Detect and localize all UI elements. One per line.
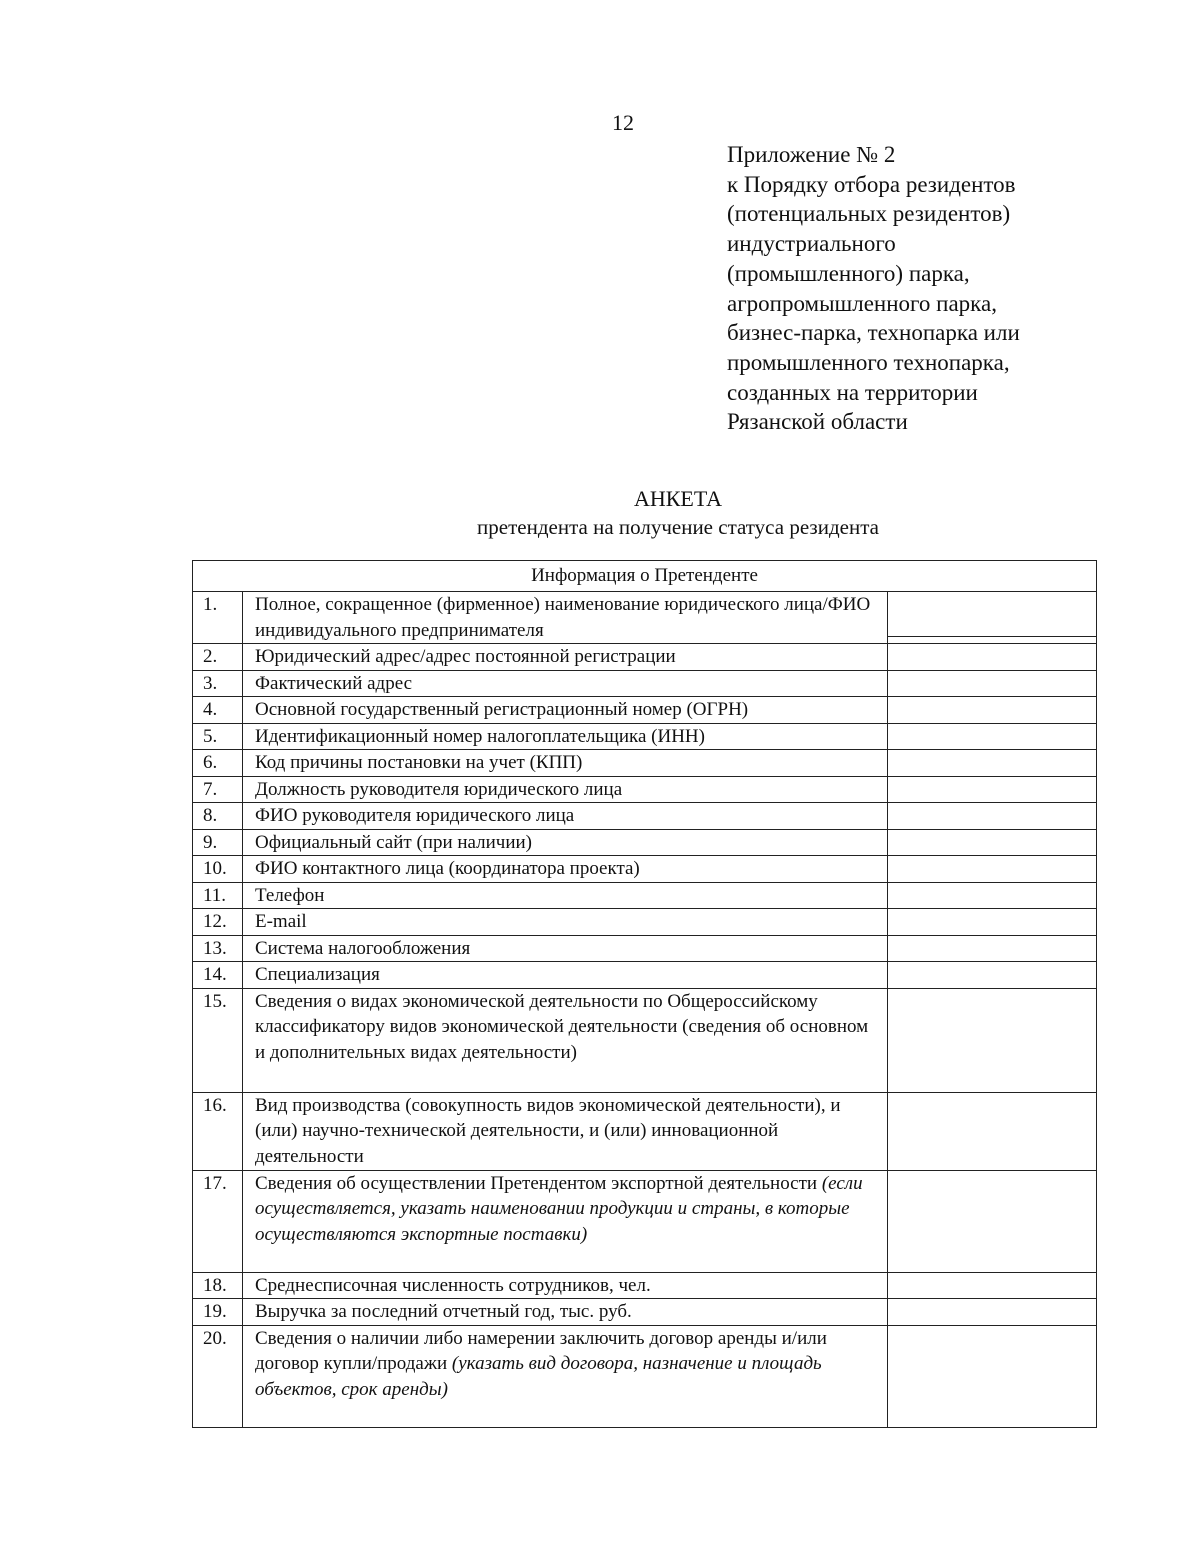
row-label-text: Официальный сайт (при наличии): [255, 831, 533, 853]
table-row: [193, 1299, 1097, 1326]
appendix-line: (потенциальных резидентов): [727, 201, 1011, 227]
row-value-field[interactable]: [888, 592, 1097, 644]
row-label: [243, 909, 888, 936]
row-label-text: Выручка за последний отчетный год, тыс. руб.: [255, 1301, 632, 1322]
row-label-text: Фактический адрес: [255, 672, 413, 694]
table-row: [193, 592, 1097, 644]
row-value-field[interactable]: [888, 962, 1097, 989]
row-value-field[interactable]: [888, 829, 1097, 856]
table-row: [193, 723, 1097, 750]
row-label: [243, 988, 888, 1092]
table-row: [193, 829, 1097, 856]
row-value-field[interactable]: [888, 750, 1097, 777]
row-number: 20.: [193, 1325, 243, 1427]
row-number: 12.: [193, 909, 243, 936]
row-label-text: Сведения об осуществлении Претендентом экспортной деятельности: [255, 1172, 822, 1194]
appendix-line: Рязанской области: [727, 409, 908, 435]
row-value-field[interactable]: [888, 882, 1097, 909]
row-label-text: Сведения о видах экономической деятельности по Общероссийскому классификатору видов экономической деятельности (сведения об основном и дополнительных видах деятельности): [255, 990, 869, 1063]
row-label: [243, 750, 888, 777]
table-row: [193, 1092, 1097, 1170]
row-label-text: E-mail: [255, 911, 307, 932]
row-value-field[interactable]: [888, 697, 1097, 724]
table-row: [193, 856, 1097, 883]
applicant-info-table: [192, 560, 1097, 1428]
appendix-line: индустриального: [727, 231, 896, 257]
row-number: 14.: [193, 962, 243, 989]
row-label-text: ФИО контактного лица (координатора проекта): [255, 858, 640, 879]
row-value-field[interactable]: [888, 670, 1097, 697]
row-label: [243, 856, 888, 883]
row-label: [243, 1325, 888, 1427]
row-label-text: Основной государственный регистрационный номер (ОГРН): [255, 699, 749, 720]
row-number: 15.: [193, 988, 243, 1092]
row-label-text: ФИО руководителя юридического лица: [255, 805, 575, 826]
row-label-text: Вид производства (совокупность видов экономической деятельности), и (или) научно-технической деятельности, и (или) инновационной деятельности: [255, 1094, 841, 1167]
row-label: [243, 1299, 888, 1326]
row-label: [243, 829, 888, 856]
appendix-line: бизнес-парка, технопарка или: [727, 320, 1020, 346]
document-title: АНКЕТА: [633, 486, 723, 511]
row-number: 13.: [193, 935, 243, 962]
table-row: [193, 1325, 1097, 1427]
table-row: [193, 882, 1097, 909]
row-number: 10.: [193, 856, 243, 883]
table-row: [193, 935, 1097, 962]
row-number: 19.: [193, 1299, 243, 1326]
row-label: [243, 935, 888, 962]
cell-divider: [888, 636, 1096, 637]
row-label: [243, 962, 888, 989]
row-label-text: Юридический адрес/адрес постоянной регистрации: [255, 646, 676, 667]
row-label: [243, 776, 888, 803]
table-row: [193, 1272, 1097, 1299]
row-number: 11.: [193, 882, 243, 909]
row-label-note: (если осуществляется, указать наименовании продукции и страны, в которые осуществляются экспортные поставки): [255, 1172, 863, 1245]
appendix-block: [727, 140, 1147, 437]
table-row: [193, 697, 1097, 724]
row-label: [243, 697, 888, 724]
row-number: 8.: [193, 803, 243, 830]
appendix-line: (промышленного) парка,: [727, 260, 970, 286]
appendix-line: агропромышленного парка,: [727, 290, 997, 316]
table-row: [193, 1170, 1097, 1272]
row-number: 1.: [193, 592, 243, 644]
row-label: [243, 803, 888, 830]
row-number: 17.: [193, 1170, 243, 1272]
row-label: [243, 670, 888, 697]
appendix-line: промышленного технопарка,: [727, 349, 1010, 375]
row-value-field[interactable]: [888, 856, 1097, 883]
row-number: 18.: [193, 1272, 243, 1299]
row-label: [243, 1092, 888, 1170]
table-row: [193, 988, 1097, 1092]
row-label-note: (указать вид договора, назначение и площадь объектов, срок аренды): [255, 1353, 822, 1400]
row-label-text: Телефон: [255, 884, 325, 906]
row-number: 9.: [193, 829, 243, 856]
row-number: 6.: [193, 750, 243, 777]
row-label: [243, 1272, 888, 1299]
row-value-field[interactable]: [888, 644, 1097, 671]
row-label: [243, 723, 888, 750]
row-value-field[interactable]: [888, 1299, 1097, 1326]
row-value-field[interactable]: [888, 776, 1097, 803]
row-value-field[interactable]: [888, 1272, 1097, 1299]
row-value-field[interactable]: [888, 723, 1097, 750]
table-row: [193, 750, 1097, 777]
row-value-field[interactable]: [888, 935, 1097, 962]
row-label: [243, 592, 888, 644]
row-number: 7.: [193, 776, 243, 803]
appendix-line: созданных на территории: [727, 379, 978, 405]
table-header: Информация о Претенденте: [193, 561, 1097, 592]
row-label-text: Код причины постановки на учет (КПП): [255, 752, 583, 773]
appendix-line: к Порядку отбора резидентов: [727, 171, 1016, 197]
table-row: [193, 909, 1097, 936]
row-number: 5.: [193, 723, 243, 750]
table-row: [193, 644, 1097, 671]
row-number: 4.: [193, 697, 243, 724]
row-label-text: Специализация: [255, 964, 380, 985]
row-number: 2.: [193, 644, 243, 671]
row-label: [243, 1170, 888, 1272]
row-label-text: Система налогообложения: [255, 937, 471, 959]
row-value-field[interactable]: [888, 988, 1097, 1092]
row-value-field[interactable]: [888, 1170, 1097, 1272]
row-value-field[interactable]: [888, 803, 1097, 830]
appendix-line: Приложение № 2: [727, 142, 896, 167]
row-label-text: Должность руководителя юридического лица: [255, 778, 623, 800]
row-label-text: Сведения о наличии либо намерении заключить договор аренды и/или договор купли/продажи: [255, 1327, 827, 1374]
row-number: 3.: [193, 670, 243, 697]
table-row: [193, 962, 1097, 989]
table-row: [193, 776, 1097, 803]
table-row: [193, 803, 1097, 830]
row-label-text: Полное, сокращенное (фирменное) наименование юридического лица/ФИО индивидуального предпринимателя: [255, 594, 871, 641]
row-number: 16.: [193, 1092, 243, 1170]
document-subtitle: претендента на получение статуса резидента: [477, 515, 879, 539]
row-label-text: Среднесписочная численность сотрудников, чел.: [255, 1274, 651, 1296]
table-row: [193, 670, 1097, 697]
row-label-text: Идентификационный номер налогоплательщика (ИНН): [255, 725, 705, 747]
row-value-field[interactable]: [888, 1325, 1097, 1427]
table-header-row: [193, 561, 1097, 592]
row-value-field[interactable]: [888, 909, 1097, 936]
row-label: [243, 882, 888, 909]
page-number: 12: [612, 110, 634, 135]
row-label: [243, 644, 888, 671]
row-value-field[interactable]: [888, 1092, 1097, 1170]
